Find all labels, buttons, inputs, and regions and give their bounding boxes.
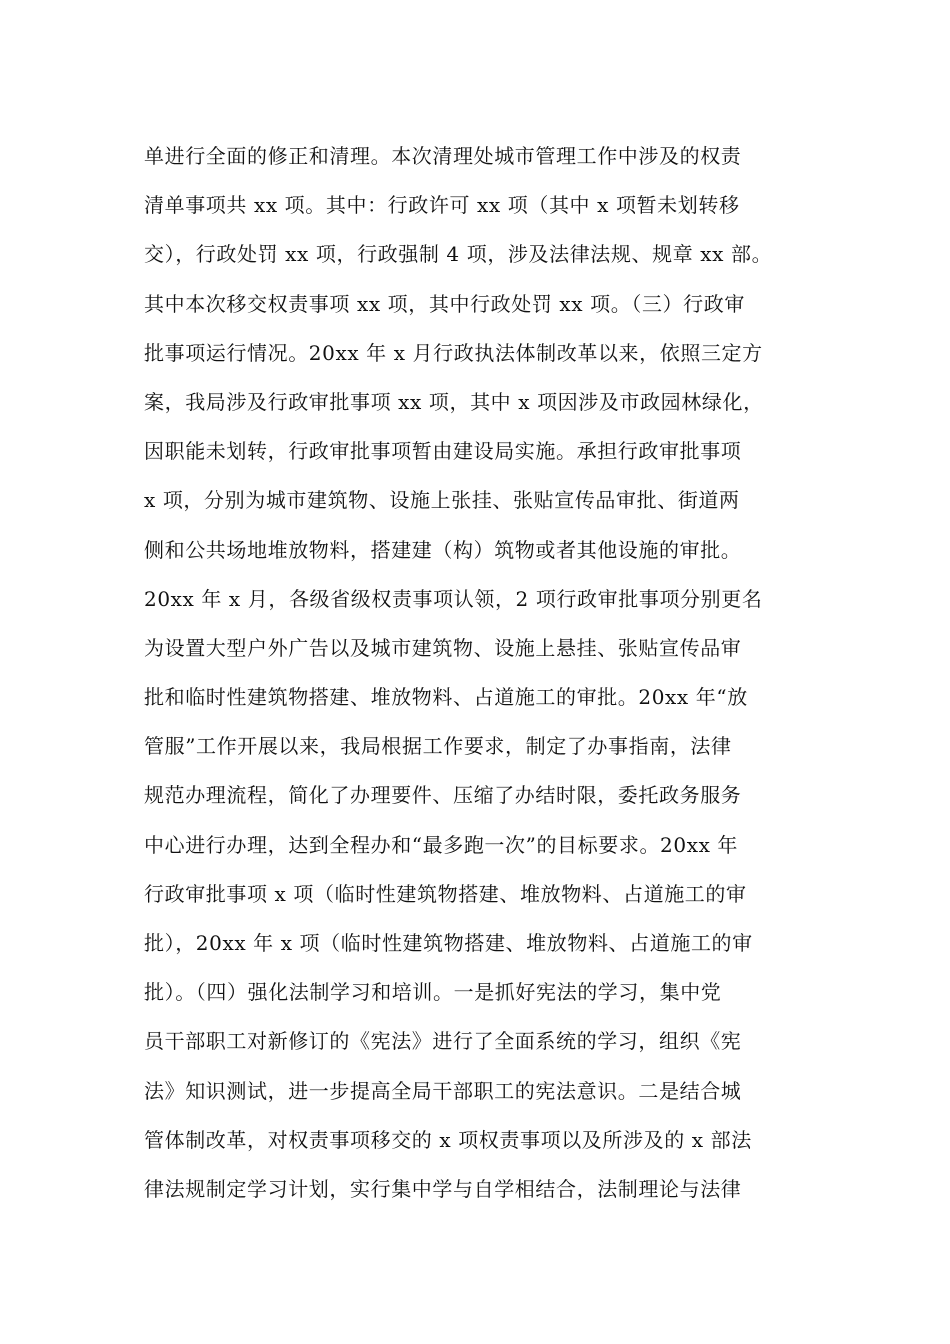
text-line: 批和临时性建筑物搭建、堆放物料、占道施工的审批。20xx 年“放 bbox=[144, 685, 748, 710]
text-line: 管服”工作开展以来，我局根据工作要求，制定了办事指南，法律 bbox=[144, 734, 732, 759]
text-line: 单进行全面的修正和清理。本次清理处城市管理工作中涉及的权责 bbox=[144, 144, 742, 168]
text-line: 侧和公共场地堆放物料，搭建建（构）筑物或者其他设施的审批。 bbox=[144, 537, 742, 562]
text-line: 批事项运行情况。20xx 年 x 月行政执法体制改革以来，依照三定方 bbox=[144, 340, 763, 365]
text-line: 行政审批事项 x 项（临时性建筑物搭建、堆放物料、占道施工的审 bbox=[144, 881, 747, 906]
text-line: 管体制改革，对权责事项移交的 x 项权责事项以及所涉及的 x 部法 bbox=[144, 1127, 752, 1152]
text-line: 为设置大型户外广告以及城市建筑物、设施上悬挂、张贴宣传品审 bbox=[144, 635, 742, 660]
text-line: 因职能未划转，行政审批事项暂由建设局实施。承担行政审批事项 bbox=[144, 439, 742, 464]
text-line: 员干部职工对新修订的《宪法》进行了全面系统的学习，组织《宪 bbox=[144, 1029, 742, 1054]
text-line: 20xx 年 x 月，各级省级权责事项认领，2 项行政审批事项分别更名 bbox=[144, 586, 763, 611]
text-line: 律法规制定学习计划，实行集中学与自学相结合，法制理论与法律 bbox=[144, 1176, 742, 1201]
text-line: 规范办理流程，简化了办理要件、压缩了办结时限，委托政务服务 bbox=[144, 783, 742, 808]
text-line: 法》知识测试，进一步提高全局干部职工的宪法意识。二是结合城 bbox=[144, 1078, 742, 1103]
text-line: 批）。（四）强化法制学习和培训。一是抓好宪法的学习，集中党 bbox=[144, 980, 722, 1005]
text-line: 案，我局涉及行政审批事项 xx 项，其中 x 项因涉及市政园林绿化， bbox=[144, 389, 764, 414]
text-line: 交），行政处罚 xx 项，行政强制 4 项，涉及法律法规、规章 xx 部。 bbox=[144, 242, 773, 267]
body-paragraph bbox=[144, 132, 824, 1214]
text-line: 清单事项共 xx 项。其中：行政许可 xx 项（其中 x 项暂未划转移 bbox=[144, 193, 740, 218]
text-line: 中心进行办理，达到全程办和“最多跑一次”的目标要求。20xx 年 bbox=[144, 832, 739, 857]
text-line: 批），20xx 年 x 项（临时性建筑物搭建、堆放物料、占道施工的审 bbox=[144, 931, 753, 955]
text-line: x 项，分别为城市建筑物、设施上张挂、张贴宣传品审批、街道两 bbox=[144, 488, 740, 513]
text-line: 其中本次移交权责事项 xx 项，其中行政处罚 xx 项。（三）行政审 bbox=[144, 291, 745, 316]
